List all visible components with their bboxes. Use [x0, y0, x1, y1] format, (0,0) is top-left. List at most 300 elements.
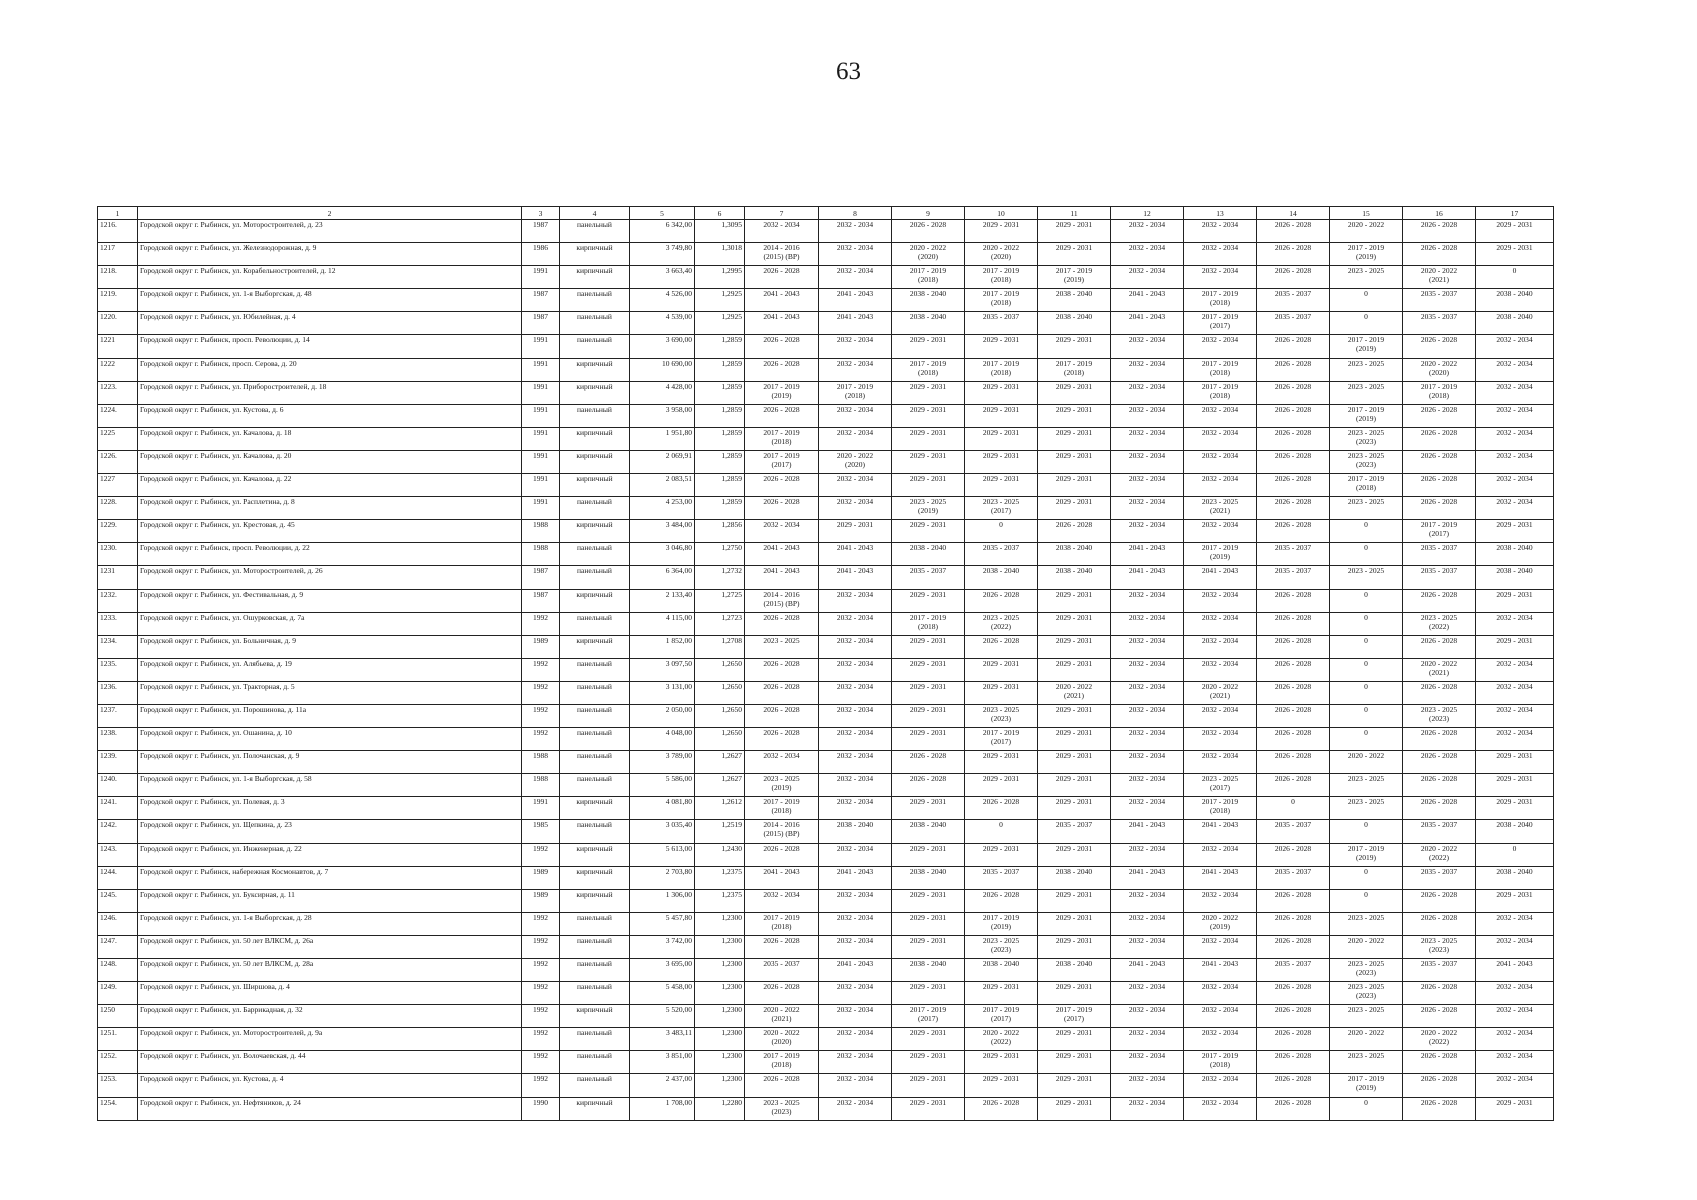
- table-cell: Городской округ г. Рыбинск, ул. Буксирная, д. 11: [138, 889, 522, 912]
- table-cell: 2038 - 2040: [1476, 289, 1554, 312]
- table-cell: 2032 - 2034: [1184, 635, 1257, 658]
- table-cell: 2026 - 2028: [745, 935, 819, 958]
- table-cell: 2026 - 2028: [745, 474, 819, 497]
- table-cell: 2032 - 2034: [1184, 889, 1257, 912]
- column-header-7: 7: [745, 207, 819, 220]
- column-header-10: 10: [965, 207, 1038, 220]
- table-cell: 2026 - 2028: [1403, 427, 1476, 450]
- table-cell: 2026 - 2028: [1257, 935, 1330, 958]
- table-cell: 1254.: [98, 1097, 138, 1120]
- table-cell: 2035 - 2037: [965, 866, 1038, 889]
- table-cell: 2026 - 2028: [1257, 220, 1330, 243]
- table-cell: 0: [1330, 635, 1403, 658]
- table-cell: 2029 - 2031: [1476, 797, 1554, 820]
- table-cell: 2026 - 2028: [1257, 751, 1330, 774]
- table-cell: 2023 - 2025: [1330, 774, 1403, 797]
- table-cell: панельный: [560, 820, 630, 843]
- table-cell: 1221: [98, 335, 138, 358]
- table-cell: 2020 - 2022 (2021): [1403, 266, 1476, 289]
- table-cell: 2029 - 2031: [1038, 612, 1111, 635]
- table-cell: кирпичный: [560, 889, 630, 912]
- table-cell: 2041 - 2043: [819, 312, 892, 335]
- table-cell: 2032 - 2034: [819, 728, 892, 751]
- table-cell: Городской округ г. Рыбинск, ул. Моторостроителей, д. 26: [138, 566, 522, 589]
- table-cell: 2032 - 2034: [1111, 497, 1184, 520]
- table-cell: 2032 - 2034: [819, 912, 892, 935]
- table-cell: 2032 - 2034: [1184, 243, 1257, 266]
- table-cell: Городской округ г. Рыбинск, ул. Корабельностроителей, д. 12: [138, 266, 522, 289]
- table-cell: 2032 - 2034: [819, 612, 892, 635]
- table-cell: 2026 - 2028: [745, 358, 819, 381]
- table-cell: 0: [1330, 728, 1403, 751]
- table-cell: 4 526,00: [630, 289, 695, 312]
- table-cell: 2017 - 2019 (2017): [745, 450, 819, 473]
- table-cell: 2038 - 2040: [1038, 866, 1111, 889]
- table-cell: 2026 - 2028: [965, 797, 1038, 820]
- table-cell: 3 789,00: [630, 751, 695, 774]
- table-cell: 1225: [98, 427, 138, 450]
- table-cell: 2032 - 2034: [1184, 704, 1257, 727]
- table-cell: 2032 - 2034: [1111, 681, 1184, 704]
- table-cell: 2032 - 2034: [1476, 358, 1554, 381]
- table-cell: 2029 - 2031: [965, 658, 1038, 681]
- table-cell: 2017 - 2019 (2018): [1038, 358, 1111, 381]
- table-cell: 2032 - 2034: [819, 220, 892, 243]
- table-cell: 2026 - 2028: [965, 589, 1038, 612]
- table-cell: Городской округ г. Рыбинск, ул. Фестивальная, д. 9: [138, 589, 522, 612]
- table-cell: 2026 - 2028: [745, 404, 819, 427]
- table-cell: 2032 - 2034: [1111, 220, 1184, 243]
- table-cell: 2029 - 2031: [965, 427, 1038, 450]
- table-cell: 2026 - 2028: [1257, 335, 1330, 358]
- table-cell: 2020 - 2022 (2022): [1403, 1028, 1476, 1051]
- table-row: [98, 358, 1554, 381]
- table-cell: 2041 - 2043: [745, 289, 819, 312]
- table-cell: 4 539,00: [630, 312, 695, 335]
- table-cell: 1245.: [98, 889, 138, 912]
- table-cell: 2038 - 2040: [965, 566, 1038, 589]
- table-cell: 2017 - 2019 (2017): [1038, 1005, 1111, 1028]
- column-header-17: 17: [1476, 207, 1554, 220]
- table-cell: 2026 - 2028: [1257, 1051, 1330, 1074]
- table-cell: 2032 - 2034: [1111, 797, 1184, 820]
- table-row: [98, 751, 1554, 774]
- table-cell: 2032 - 2034: [1184, 982, 1257, 1005]
- table-cell: 2029 - 2031: [892, 589, 965, 612]
- table-cell: 2032 - 2034: [1184, 335, 1257, 358]
- table-cell: 2023 - 2025: [1330, 266, 1403, 289]
- table-cell: 1992: [522, 658, 560, 681]
- table-cell: 2017 - 2019 (2019): [1330, 843, 1403, 866]
- table-cell: 2038 - 2040: [1476, 566, 1554, 589]
- table-cell: 2035 - 2037: [965, 543, 1038, 566]
- table-cell: 2041 - 2043: [745, 312, 819, 335]
- table-cell: 1252.: [98, 1051, 138, 1074]
- table-cell: панельный: [560, 959, 630, 982]
- table-row: [98, 982, 1554, 1005]
- table-cell: 2026 - 2028: [745, 843, 819, 866]
- table-cell: 2029 - 2031: [892, 474, 965, 497]
- table-cell: 2026 - 2028: [1403, 1005, 1476, 1028]
- table-cell: 2032 - 2034: [1111, 728, 1184, 751]
- table-cell: 2029 - 2031: [1038, 982, 1111, 1005]
- table-cell: 2026 - 2028: [1257, 728, 1330, 751]
- table-cell: 1991: [522, 266, 560, 289]
- table-cell: 2023 - 2025 (2017): [965, 497, 1038, 520]
- table-cell: 2017 - 2019 (2019): [1330, 404, 1403, 427]
- table-cell: 1234.: [98, 635, 138, 658]
- table-cell: 1224.: [98, 404, 138, 427]
- page-number: 63: [836, 58, 861, 85]
- table-cell: 2035 - 2037: [892, 566, 965, 589]
- table-cell: 2035 - 2037: [1257, 959, 1330, 982]
- table-cell: 2026 - 2028: [1403, 635, 1476, 658]
- column-header-12: 12: [1111, 207, 1184, 220]
- table-cell: 2014 - 2016 (2015) (ВР): [745, 820, 819, 843]
- table-cell: 1 951,80: [630, 427, 695, 450]
- table-cell: 2029 - 2031: [892, 1051, 965, 1074]
- table-row: [98, 220, 1554, 243]
- table-cell: 2026 - 2028: [1257, 243, 1330, 266]
- table-cell: 2029 - 2031: [965, 681, 1038, 704]
- table-cell: 2023 - 2025 (2023): [1330, 450, 1403, 473]
- table-cell: Городской округ г. Рыбинск, ул. Юбилейная, д. 4: [138, 312, 522, 335]
- table-row: [98, 728, 1554, 751]
- table-cell: 1222: [98, 358, 138, 381]
- table-cell: 2026 - 2028: [1257, 266, 1330, 289]
- table-cell: 2017 - 2019 (2018): [1184, 797, 1257, 820]
- table-cell: кирпичный: [560, 474, 630, 497]
- table-cell: 2017 - 2019 (2018): [819, 381, 892, 404]
- column-header-15: 15: [1330, 207, 1403, 220]
- table-cell: 2029 - 2031: [1038, 912, 1111, 935]
- table-cell: 2017 - 2019 (2019): [1330, 335, 1403, 358]
- table-cell: 2029 - 2031: [892, 843, 965, 866]
- table-cell: 1,2650: [695, 681, 745, 704]
- table-cell: Городской округ г. Рыбинск, ул. Моторостроителей, д. 23: [138, 220, 522, 243]
- table-cell: 2041 - 2043: [1111, 543, 1184, 566]
- table-cell: 2032 - 2034: [819, 1005, 892, 1028]
- table-cell: Городской округ г. Рыбинск, ул. Больничная, д. 9: [138, 635, 522, 658]
- table-cell: Городской округ г. Рыбинск, ул. 1-я Выборгская, д. 28: [138, 912, 522, 935]
- table-cell: 2017 - 2019 (2018): [965, 358, 1038, 381]
- table-cell: 2032 - 2034: [1184, 728, 1257, 751]
- column-header-11: 11: [1038, 207, 1111, 220]
- table-cell: 2020 - 2022 (2020): [745, 1028, 819, 1051]
- table-cell: 2032 - 2034: [1111, 358, 1184, 381]
- table-cell: 1,2300: [695, 912, 745, 935]
- table-cell: 2017 - 2019 (2019): [1330, 1074, 1403, 1097]
- table-cell: 2026 - 2028: [745, 266, 819, 289]
- table-cell: 2029 - 2031: [1038, 1074, 1111, 1097]
- table-cell: панельный: [560, 751, 630, 774]
- table-cell: 2038 - 2040: [892, 543, 965, 566]
- table-cell: Городской округ г. Рыбинск, ул. 1-я Выборгская, д. 48: [138, 289, 522, 312]
- table-cell: 4 081,80: [630, 797, 695, 820]
- table-cell: 1223.: [98, 381, 138, 404]
- table-cell: 1,2925: [695, 289, 745, 312]
- table-cell: 1235.: [98, 658, 138, 681]
- table-cell: 1236.: [98, 681, 138, 704]
- table-cell: 2041 - 2043: [1184, 959, 1257, 982]
- table-cell: 2029 - 2031: [1476, 889, 1554, 912]
- table-cell: 0: [1330, 866, 1403, 889]
- table-row: [98, 497, 1554, 520]
- table-cell: 3 695,00: [630, 959, 695, 982]
- table-cell: 1227: [98, 474, 138, 497]
- table-cell: 2023 - 2025: [1330, 566, 1403, 589]
- table-cell: панельный: [560, 312, 630, 335]
- table-cell: 2026 - 2028: [1257, 681, 1330, 704]
- column-header-6: 6: [695, 207, 745, 220]
- table-cell: 2029 - 2031: [1476, 774, 1554, 797]
- table-cell: панельный: [560, 912, 630, 935]
- table-cell: 1992: [522, 843, 560, 866]
- table-row: [98, 1074, 1554, 1097]
- table-cell: панельный: [560, 404, 630, 427]
- table-cell: 2038 - 2040: [892, 289, 965, 312]
- table-cell: 2029 - 2031: [1038, 797, 1111, 820]
- table-cell: 2026 - 2028: [1403, 982, 1476, 1005]
- table-cell: 0: [1330, 612, 1403, 635]
- table-cell: 1992: [522, 959, 560, 982]
- table-cell: 2029 - 2031: [892, 381, 965, 404]
- table-cell: 2035 - 2037: [1403, 289, 1476, 312]
- table-cell: 2032 - 2034: [819, 497, 892, 520]
- table-cell: 0: [1330, 520, 1403, 543]
- table-cell: 2017 - 2019 (2018): [892, 612, 965, 635]
- table-cell: кирпичный: [560, 797, 630, 820]
- table-cell: 2032 - 2034: [1111, 589, 1184, 612]
- table-cell: 2026 - 2028: [745, 335, 819, 358]
- table-cell: 1992: [522, 612, 560, 635]
- table-cell: 2017 - 2019 (2018): [1184, 289, 1257, 312]
- table-cell: Городской округ г. Рыбинск, ул. Полевая, д. 3: [138, 797, 522, 820]
- table-cell: панельный: [560, 1074, 630, 1097]
- table-cell: 2032 - 2034: [1111, 912, 1184, 935]
- table-cell: 2026 - 2028: [1403, 450, 1476, 473]
- table-cell: панельный: [560, 220, 630, 243]
- table-cell: 1992: [522, 912, 560, 935]
- table-cell: 2041 - 2043: [1111, 289, 1184, 312]
- table-cell: Городской округ г. Рыбинск, набережная Космонавтов, д. 7: [138, 866, 522, 889]
- table-cell: 2029 - 2031: [1476, 1097, 1554, 1120]
- table-cell: 2029 - 2031: [1038, 1097, 1111, 1120]
- table-cell: 4 115,00: [630, 612, 695, 635]
- table-cell: 2029 - 2031: [965, 982, 1038, 1005]
- table-cell: 2032 - 2034: [819, 1028, 892, 1051]
- column-header-16: 16: [1403, 207, 1476, 220]
- table-cell: 2026 - 2028: [1257, 1097, 1330, 1120]
- table-cell: 1988: [522, 543, 560, 566]
- table-cell: 0: [1330, 312, 1403, 335]
- table-cell: 2029 - 2031: [892, 889, 965, 912]
- table-cell: 2029 - 2031: [892, 681, 965, 704]
- table-row: [98, 704, 1554, 727]
- table-cell: 2029 - 2031: [892, 658, 965, 681]
- table-row: [98, 797, 1554, 820]
- table-cell: 2023 - 2025 (2023): [1330, 959, 1403, 982]
- table-cell: 2020 - 2022 (2019): [1184, 912, 1257, 935]
- table-row: [98, 866, 1554, 889]
- table-row: [98, 543, 1554, 566]
- table-cell: 2026 - 2028: [745, 1074, 819, 1097]
- table-cell: 2038 - 2040: [1476, 312, 1554, 335]
- table-cell: 2032 - 2034: [1476, 1051, 1554, 1074]
- table-cell: 2029 - 2031: [1476, 589, 1554, 612]
- table-cell: 2026 - 2028: [1403, 751, 1476, 774]
- table-cell: Городской округ г. Рыбинск, просп. Революции, д. 14: [138, 335, 522, 358]
- column-header-14: 14: [1257, 207, 1330, 220]
- table-body: [98, 220, 1554, 1121]
- table-cell: 2029 - 2031: [965, 381, 1038, 404]
- table-cell: Городской округ г. Рыбинск, ул. Баррикадная, д. 32: [138, 1005, 522, 1028]
- table-cell: 2035 - 2037: [1257, 289, 1330, 312]
- table-cell: кирпичный: [560, 1097, 630, 1120]
- table-cell: панельный: [560, 1028, 630, 1051]
- table-cell: 2026 - 2028: [1403, 728, 1476, 751]
- table-cell: 0: [1476, 843, 1554, 866]
- table-cell: 2038 - 2040: [1038, 312, 1111, 335]
- table-cell: 1,2856: [695, 520, 745, 543]
- table-cell: 2032 - 2034: [1184, 1097, 1257, 1120]
- table-cell: 2026 - 2028: [1403, 335, 1476, 358]
- table-cell: 2029 - 2031: [892, 728, 965, 751]
- table-cell: 2017 - 2019 (2018): [1403, 381, 1476, 404]
- table-cell: 1,2300: [695, 1051, 745, 1074]
- table-cell: 1991: [522, 797, 560, 820]
- table-cell: 2032 - 2034: [819, 1097, 892, 1120]
- table-cell: 2038 - 2040: [892, 312, 965, 335]
- table-cell: 1226.: [98, 450, 138, 473]
- table-cell: 1988: [522, 774, 560, 797]
- table-cell: 2023 - 2025: [1330, 1051, 1403, 1074]
- table-cell: 2029 - 2031: [1476, 635, 1554, 658]
- table-cell: 2026 - 2028: [892, 774, 965, 797]
- table-cell: 2017 - 2019 (2018): [745, 1051, 819, 1074]
- table-cell: 1,2375: [695, 866, 745, 889]
- table-cell: 1,2750: [695, 543, 745, 566]
- table-cell: 1,2650: [695, 658, 745, 681]
- table-cell: 2 050,00: [630, 704, 695, 727]
- table-cell: 1,2627: [695, 751, 745, 774]
- table-cell: 2038 - 2040: [1038, 543, 1111, 566]
- table-cell: 2026 - 2028: [1403, 589, 1476, 612]
- table-cell: 2023 - 2025 (2023): [965, 704, 1038, 727]
- table-cell: 1,2859: [695, 474, 745, 497]
- table-cell: 2023 - 2025 (2021): [1184, 497, 1257, 520]
- table-cell: 0: [1330, 1097, 1403, 1120]
- table-cell: кирпичный: [560, 450, 630, 473]
- table-cell: 1,2708: [695, 635, 745, 658]
- table-cell: кирпичный: [560, 866, 630, 889]
- table-cell: Городской округ г. Рыбинск, ул. Тракторная, д. 5: [138, 681, 522, 704]
- table-cell: 3 484,00: [630, 520, 695, 543]
- table-cell: 2032 - 2034: [1476, 982, 1554, 1005]
- table-cell: 1,2627: [695, 774, 745, 797]
- table-cell: 2029 - 2031: [892, 912, 965, 935]
- table-row: [98, 474, 1554, 497]
- table-cell: 2023 - 2025: [1330, 497, 1403, 520]
- table-cell: 1,2650: [695, 728, 745, 751]
- table-cell: 2026 - 2028: [1257, 658, 1330, 681]
- table-cell: 1,2300: [695, 1005, 745, 1028]
- table-cell: 2038 - 2040: [1038, 959, 1111, 982]
- table-cell: кирпичный: [560, 843, 630, 866]
- column-header-5: 5: [630, 207, 695, 220]
- table-cell: 2020 - 2022 (2021): [745, 1005, 819, 1028]
- table-cell: 2035 - 2037: [1257, 566, 1330, 589]
- table-cell: 3 958,00: [630, 404, 695, 427]
- table-cell: панельный: [560, 681, 630, 704]
- table-cell: 1991: [522, 427, 560, 450]
- table-cell: 3 035,40: [630, 820, 695, 843]
- table-cell: 2029 - 2031: [1038, 474, 1111, 497]
- table-cell: 2017 - 2019 (2019): [1184, 543, 1257, 566]
- table-cell: Городской округ г. Рыбинск, ул. Качалова, д. 22: [138, 474, 522, 497]
- table-cell: 2026 - 2028: [1403, 497, 1476, 520]
- table-cell: 2017 - 2019 (2019): [1330, 243, 1403, 266]
- table-cell: 2032 - 2034: [1476, 728, 1554, 751]
- table-cell: 2029 - 2031: [1038, 704, 1111, 727]
- table-cell: 2032 - 2034: [1111, 935, 1184, 958]
- table-cell: 4 253,00: [630, 497, 695, 520]
- table-cell: 2035 - 2037: [745, 959, 819, 982]
- table-cell: 1,2430: [695, 843, 745, 866]
- table-cell: 1,2650: [695, 704, 745, 727]
- table-cell: 2032 - 2034: [1476, 404, 1554, 427]
- table-cell: 2029 - 2031: [1038, 450, 1111, 473]
- table-cell: 2020 - 2022 (2020): [1403, 358, 1476, 381]
- table-cell: 2029 - 2031: [1038, 404, 1111, 427]
- table-cell: 2026 - 2028: [1038, 520, 1111, 543]
- table-cell: 1,2723: [695, 612, 745, 635]
- table-cell: 1218.: [98, 266, 138, 289]
- table-cell: 2032 - 2034: [1184, 220, 1257, 243]
- table-cell: 1233.: [98, 612, 138, 635]
- table-cell: 2026 - 2028: [745, 982, 819, 1005]
- table-cell: 1985: [522, 820, 560, 843]
- table-row: [98, 243, 1554, 266]
- table-cell: 2032 - 2034: [1476, 1005, 1554, 1028]
- table-cell: 3 690,00: [630, 335, 695, 358]
- table-cell: 1251.: [98, 1028, 138, 1051]
- table-cell: кирпичный: [560, 427, 630, 450]
- table-cell: 2026 - 2028: [892, 220, 965, 243]
- table-cell: 1987: [522, 589, 560, 612]
- table-cell: 2029 - 2031: [1038, 589, 1111, 612]
- table-cell: 3 046,80: [630, 543, 695, 566]
- table-cell: 10 690,00: [630, 358, 695, 381]
- table-cell: 2026 - 2028: [745, 681, 819, 704]
- table-row: [98, 774, 1554, 797]
- table-cell: 2029 - 2031: [892, 404, 965, 427]
- table-cell: 2035 - 2037: [1403, 543, 1476, 566]
- table-cell: 1,2859: [695, 381, 745, 404]
- table-cell: 2032 - 2034: [1476, 1028, 1554, 1051]
- table-cell: 1,2859: [695, 427, 745, 450]
- table-cell: 1987: [522, 289, 560, 312]
- table-cell: 1 708,00: [630, 1097, 695, 1120]
- table-cell: 1989: [522, 889, 560, 912]
- table-cell: 2041 - 2043: [745, 866, 819, 889]
- table-cell: 2041 - 2043: [745, 566, 819, 589]
- table-cell: 2032 - 2034: [819, 774, 892, 797]
- table-cell: панельный: [560, 728, 630, 751]
- table-cell: 1,3095: [695, 220, 745, 243]
- table-row: [98, 681, 1554, 704]
- table-cell: 2017 - 2019 (2018): [1184, 1051, 1257, 1074]
